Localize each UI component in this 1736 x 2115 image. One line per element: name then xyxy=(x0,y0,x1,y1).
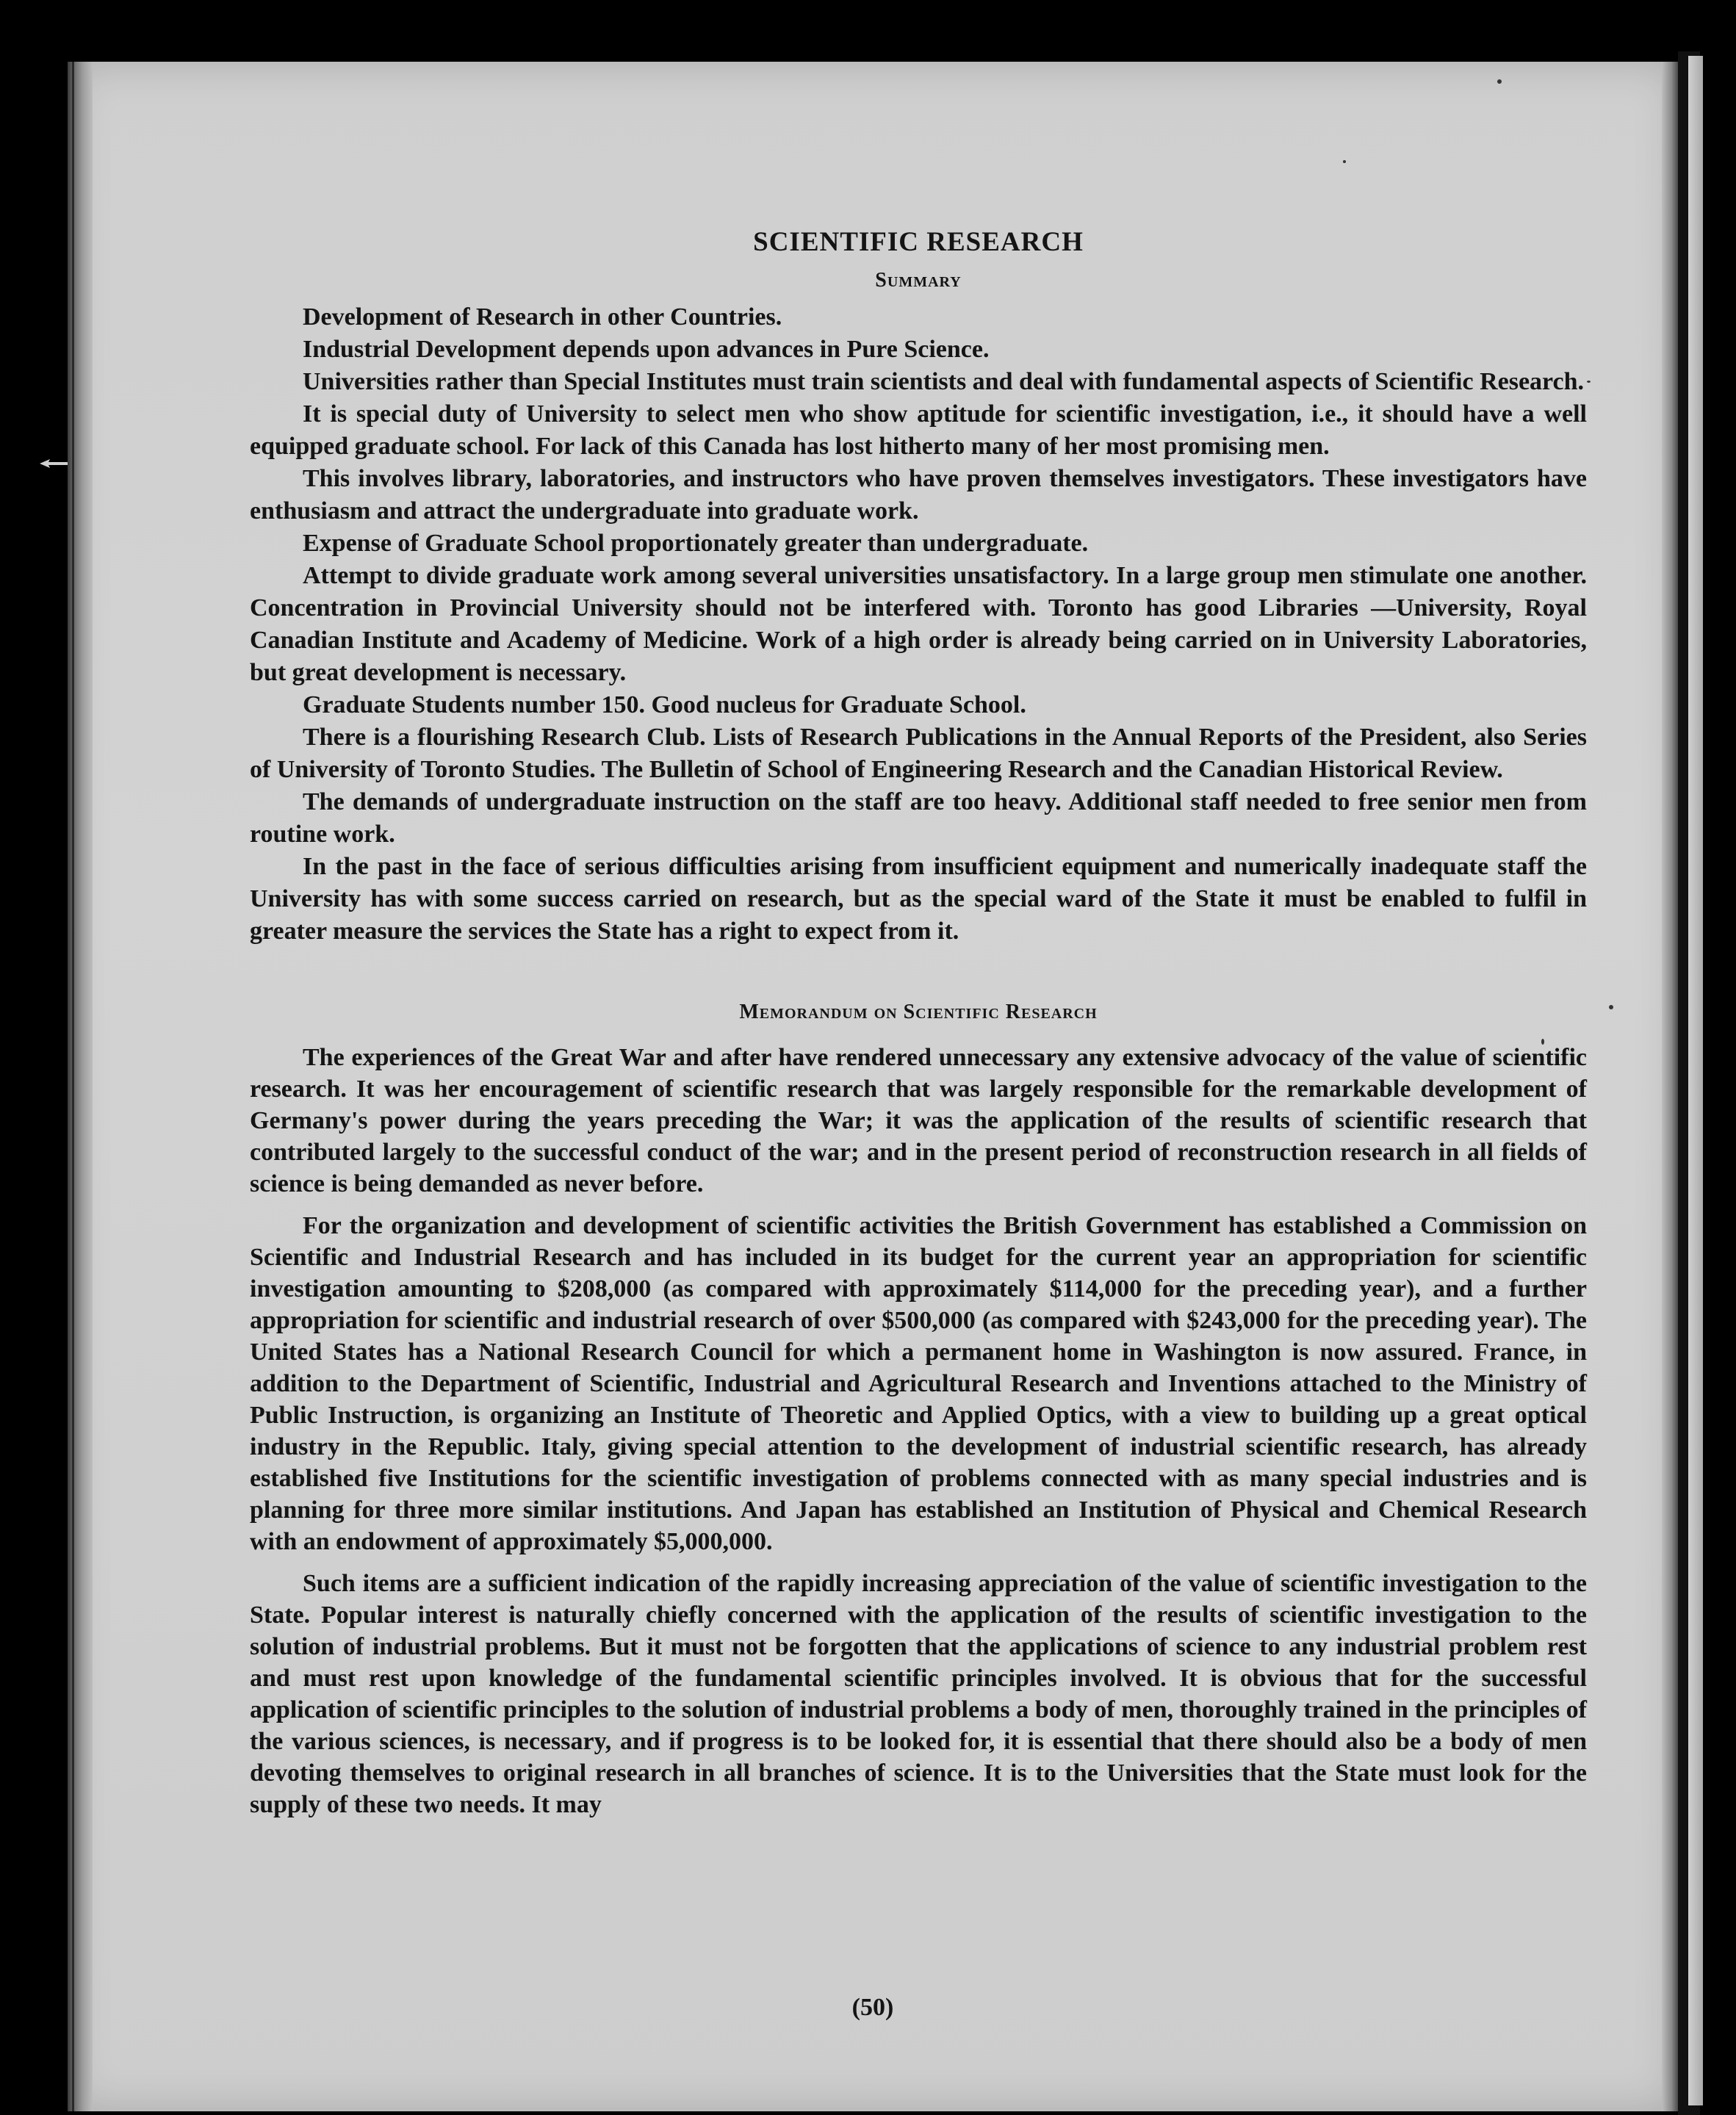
summary-heading: Summary xyxy=(875,269,962,292)
facing-page-edge xyxy=(1688,56,1703,2105)
page-edge-right xyxy=(1662,62,1678,2111)
summary-section xyxy=(250,220,1587,948)
memorandum-paragraph: Such items are a sufficient indication of the rapidly increasing appreciation of the value of scientific investigation to the State. Popular interest is naturally chiefly concerned with the application of the results of scientific investigation to the solution of industrial problems. But it must not be forgotten that the applications of science to any industrial problem rest and must rest upon knowledge of the fundamental scientific principles involved. It is obvious that for the successful application of scientific principles to the solution of industrial problems a body of men, thoroughly trained in the principles of the various sciences, is necessary, and if progress is to be looked for, it is essential that there should also be a body of men devoting themselves to original research in all branches of science. It is to the Universities that the State must look for the supply of these two needs. It may xyxy=(250,1570,1587,1818)
summary-paragraph: In the past in the face of serious difficulties arising from insufficient equipment and numerically inadequate staff the University has with some success carried on research, but as the special ward of the State it must be enabled to fulfil in greater measure the services the State has a right to expect from it. xyxy=(250,853,1587,945)
summary-paragraph: Industrial Development depends upon advances in Pure Science. xyxy=(303,336,990,363)
summary-paragraph: This involves library, laboratories, and instructors who have proven themselves investigators. These investigators have enthusiasm and attract the undergraduate into graduate work. xyxy=(250,465,1587,525)
summary-paragraph: The demands of undergraduate instruction on the staff are too heavy. Additional staff needed to free senior men from routine work. xyxy=(250,788,1587,848)
scan-speck xyxy=(1587,381,1591,383)
scan-speck xyxy=(1497,79,1502,84)
memorandum-section xyxy=(250,996,1587,1820)
summary-paragraph: Development of Research in other Countries. xyxy=(303,303,782,331)
page-number: (50) xyxy=(851,1994,894,2021)
memorandum-paragraph: For the organization and development of scientific activities the British Government has established a Commission on Scientific and Industrial Research and has included in its budget for the current year an appropriation for scientific investigation amounting to $208,000 (as compared with approximately $114,000 for the preceding year), and a further appropriation for scientific and industrial research of over $500,000 (as compared with $243,000 for the preceding year). The United States has a National Research Council for which a permanent home in Washington is now assured. France, in addition to the Department of Scientific, Industrial and Agricultural Research and Inventions attached to the Ministry of Public Instruction, is organizing an Institute of Theoretic and Applied Optics, with a view to building up a great optical industry in the Republic. Italy, giving special attention to the development of industrial scientific research, has already established five Institutions for the scientific investigation of problems connected with as many special industries and is planning for three more similar institutions. And Japan has established an Institution of Physical and Chemical Research with an endowment of approximately $5,000,000. xyxy=(250,1212,1587,1555)
memorandum-heading: Memorandum on Scientific Research xyxy=(739,1001,1098,1023)
margin-mark-icon xyxy=(38,457,69,470)
memorandum-paragraph: The experiences of the Great War and after have rendered unnecessary any extensive advocacy of the value of scientific research. It was her encouragement of scientific research that was largely responsible for the remarkable development of Germany's power during the years preceding the War; it was the application of the results of scientific research that contributed largely to the successful conduct of the war; and in the present period of reconstruction research in all fields of science is being demanded as never before. xyxy=(250,1044,1587,1197)
page-title: SCIENTIFIC RESEARCH xyxy=(753,227,1084,257)
page-stack-edge-left xyxy=(68,62,93,2111)
summary-paragraph: Attempt to divide graduate work among several universities unsatisfactory. In a large group men stimulate one another. Concentration in Provincial University should not be interfered with. Toronto has good Libraries —University, Royal Canadian Institute and Academy of Medicine. Work of a high order is already being carried on in University Laboratories, but great development is necessary. xyxy=(250,562,1587,686)
summary-paragraph: There is a flourishing Research Club. Lists of Research Publications in the Annual Reports of the President, also Series of University of Toronto Studies. The Bulletin of School of Engineering Research and the Canadian Historical Review. xyxy=(250,724,1587,783)
summary-paragraph: Universities rather than Special Institutes must train scientists and deal with fundamental aspects of Scientific Research. xyxy=(303,368,1585,395)
scanner-frame-top xyxy=(0,0,1736,59)
scan-speck xyxy=(1609,1005,1613,1009)
summary-paragraph: It is special duty of University to select men who show aptitude for scientific investigation, i.e., it should have a well equipped graduate school. For lack of this Canada has lost hitherto many of her most promising men. xyxy=(250,400,1587,460)
summary-paragraph: Graduate Students number 150. Good nucleus for Graduate School. xyxy=(303,691,1026,718)
summary-paragraph: Expense of Graduate School proportionately greater than undergraduate. xyxy=(303,530,1089,557)
scan-speck xyxy=(1343,160,1346,163)
page-text xyxy=(250,220,1587,1831)
